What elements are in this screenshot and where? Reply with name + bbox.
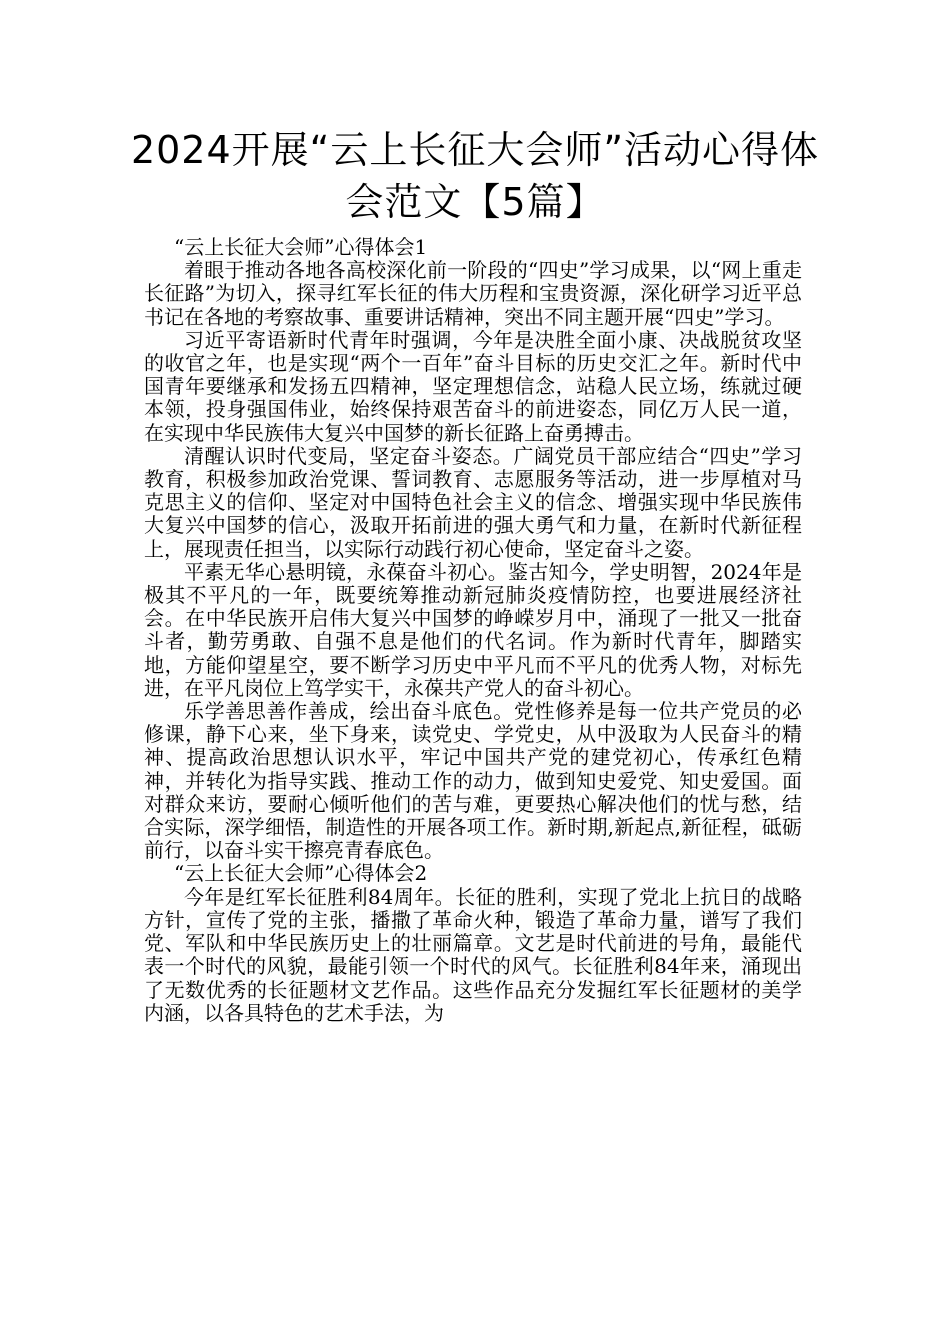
paragraph: 着眼于推动各地各高校深化前一阶段的“四史”学习成果，以“网上重走长征路”为切入，探寻红军长征的伟大历程和宝贵资源，深化研学习近平总书记在各地的考察故事、重要讲话精神，突出不同主题开展“四史”学习。: [144, 258, 802, 329]
paragraph: 平素无华心悬明镜，永葆奋斗初心。鉴古知今，学史明智，2024年是极其不平凡的一年，既要统筹推动新冠肺炎疫情防控，也要进展经济社会。在中华民族开启伟大复兴中国梦的峥嵘岁月中，涌现了一批又一批奋斗者，勤劳勇敢、自强不息是他们的代名词。作为新时代青年，脚踏实地，方能仰望星空，要不断学习历史中平凡而不平凡的优秀人物，对标先进，在平凡岗位上笃学实干，永葆共产党人的奋斗初心。: [144, 559, 802, 700]
paragraph: 清醒认识时代变局，坚定奋斗姿态。广阔党员干部应结合“四史”学习教育，积极参加政治党课、誓词教育、志愿服务等活动，进一步厚植对马克思主义的信仰、坚定对中国特色社会主义的信念、增强实现中华民族伟大复兴中国梦的信心，汲取开拓前进的强大勇气和力量，在新时代新征程上，展现责任担当，以实际行动践行初心使命，坚定奋斗之姿。: [144, 443, 802, 561]
paragraph: 今年是红军长征胜利84周年。长征的胜利，实现了党北上抗日的战略方针，宣传了党的主张，播撒了革命火种，锻造了革命力量，谱写了我们党、军队和中华民族历史上的壮丽篇章。文艺是时代前进的号角，最能代表一个时代的风貌，最能引领一个时代的风气。长征胜利84年来，涌现出了无数优秀的长征题材文艺作品。这些作品充分发掘红军长征题材的美学内涵，以各具特色的艺术手法，为: [144, 884, 802, 1025]
paragraph: 习近平寄语新时代青年时强调，今年是决胜全面小康、决战脱贫攻坚的收官之年，也是实现“两个一百年”奋斗目标的历史交汇之年。新时代中国青年要继承和发扬五四精神，坚定理想信念，站稳人民立场，练就过硬本领，投身强国伟业，始终保持艰苦奋斗的前进姿态，同亿万人民一道，在实现中华民族伟大复兴中国梦的新长征路上奋勇搏击。: [144, 327, 802, 445]
section-heading-1: “云上长征大会师”心得体会1: [174, 235, 428, 259]
document-title: 2024开展“云上长征大会师”活动心得体会范文【5篇】: [130, 128, 820, 224]
document-body: [144, 236, 802, 1025]
paragraph: 乐学善思善作善成，绘出奋斗底色。党性修养是每一位共产党员的必修课，静下心来，坐下身来，读党史、学党史，从中汲取为人民奋斗的精神、提高政治思想认识水平，牢记中国共产党的建党初心，传承红色精神，并转化为指导实践、推动工作的动力，做到知史爱党、知史爱国。面对群众来访，要耐心倾听他们的苦与难，更要热心解决他们的忧与愁，结合实际，深学细悟，制造性的开展各项工作。新时期,新起点,新征程，砥砺前行，以奋斗实干擦亮青春底色。: [144, 699, 802, 863]
section-heading-2: “云上长征大会师”心得体会2: [174, 861, 428, 886]
